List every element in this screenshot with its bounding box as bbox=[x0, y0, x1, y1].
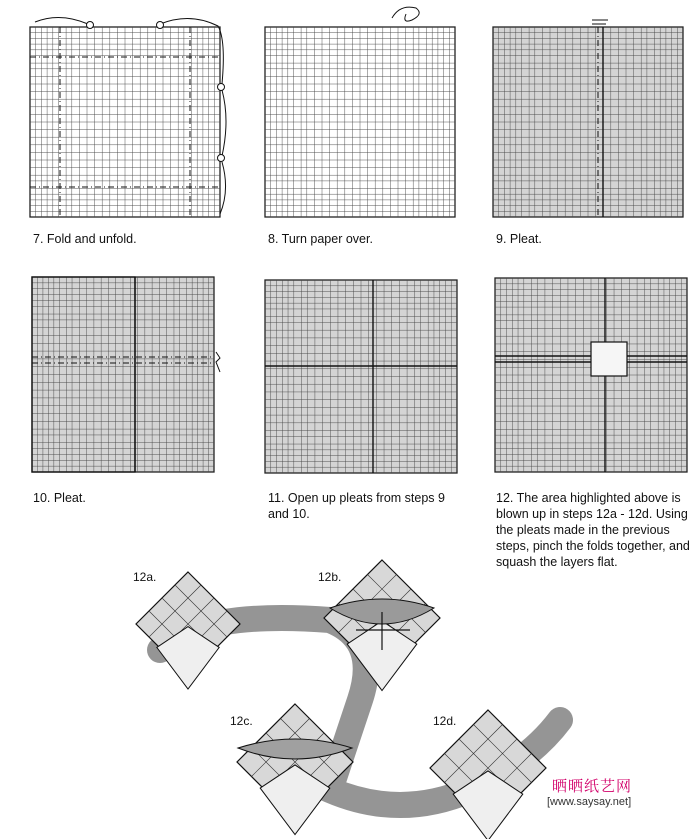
unfold-marker bbox=[218, 84, 225, 91]
turn-over-icon bbox=[392, 7, 419, 21]
unfold-marker bbox=[218, 155, 225, 162]
pleat-arrow-icon bbox=[216, 352, 220, 372]
fold-arrow-right bbox=[220, 90, 226, 214]
substep-12a-label: 12a. bbox=[133, 570, 157, 584]
step-11-caption: 11. Open up pleats from steps 9 and 10. bbox=[268, 491, 445, 521]
step-7-caption: 7. Fold and unfold. bbox=[33, 232, 137, 246]
substep-12d-label: 12d. bbox=[433, 714, 457, 728]
step-10-caption: 10. Pleat. bbox=[33, 491, 86, 505]
watermark-site-name: 晒晒纸艺网 bbox=[552, 777, 633, 795]
step-11-paper bbox=[265, 280, 457, 473]
unfold-marker bbox=[157, 22, 164, 29]
step-12-caption: 12. The area highlighted above is blown up in steps 12a - 12d. Using the pleats made in the previous steps, pinch the folds together, and squash the layers flat. bbox=[496, 491, 690, 569]
step-8-caption: 8. Turn paper over. bbox=[268, 232, 373, 246]
step-7-paper bbox=[30, 27, 220, 217]
step-8-paper bbox=[265, 27, 455, 217]
step-9-caption: 9. Pleat. bbox=[496, 232, 542, 246]
substep-12b-label: 12b. bbox=[318, 570, 342, 584]
pleat-arrow-icon bbox=[592, 20, 608, 24]
fold-arrow-top-left bbox=[35, 17, 88, 24]
substep-12c-label: 12c. bbox=[230, 714, 253, 728]
substep-12c-model bbox=[237, 704, 353, 835]
step-9-paper bbox=[493, 27, 683, 217]
watermark-url: [www.saysay.net] bbox=[547, 796, 632, 808]
highlight-area bbox=[591, 342, 627, 376]
unfold-marker bbox=[87, 22, 94, 29]
step-10-paper bbox=[32, 277, 214, 472]
substep-12d-model bbox=[430, 710, 546, 839]
substep-12a-model bbox=[136, 572, 240, 689]
